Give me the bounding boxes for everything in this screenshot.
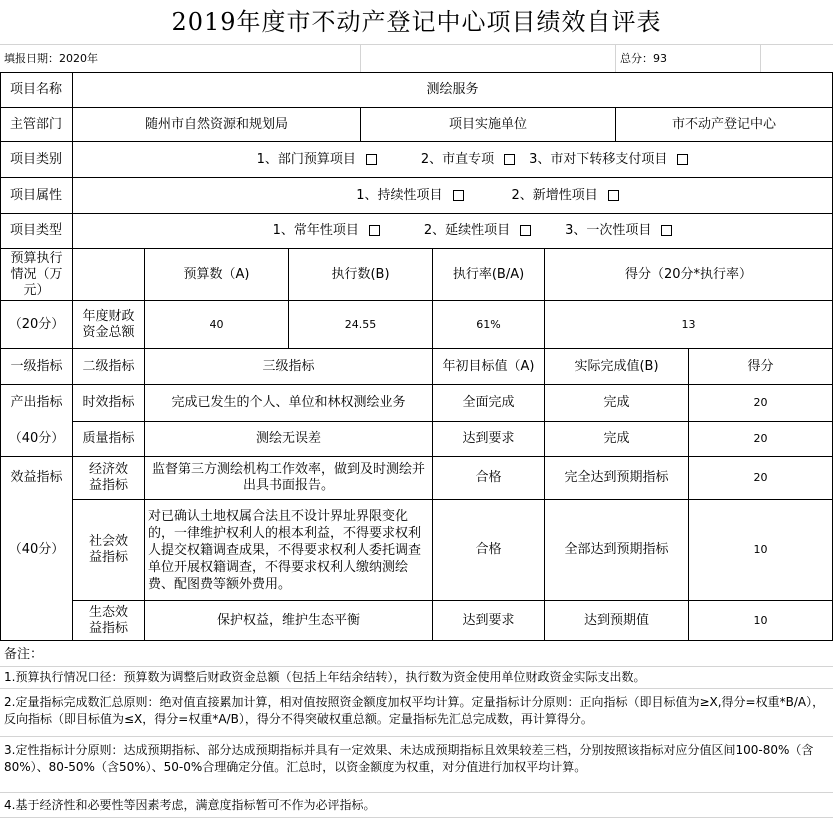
indicator-row-3-level3: 监督第三方测绘机构工作效率，做到及时测绘并出具书面报告。 bbox=[151, 462, 425, 493]
level2-header: 二级指标 bbox=[82, 358, 135, 374]
indicator-row-1-level3: 完成已发生的个人、单位和林权测绘业务 bbox=[171, 395, 406, 410]
checkbox[interactable] bbox=[366, 154, 377, 165]
score-header: 得分 bbox=[747, 358, 774, 374]
budget-score-header: 得分（20分*执行率） bbox=[624, 266, 753, 282]
checkbox[interactable] bbox=[661, 225, 672, 236]
indicator-row-3-score: 20 bbox=[753, 471, 768, 484]
project-name-label: 项目名称 bbox=[9, 82, 62, 97]
note-2: 2.定量指标完成数汇总原则：绝对值直接累加计算，相对值按照资金额度加权平均计算。定量指标计分原则：正向指标（即目标值为≥X,得分=权重*B/A），反向指标（即目标值为≤X，得分=权重*A/B），得分不得突破权重总额。定量指标先汇总完成数，再计算得分。 bbox=[4, 695, 825, 726]
actual-header: 实际完成值(B) bbox=[574, 358, 659, 374]
indicator-row-1-actual: 完成 bbox=[603, 395, 630, 410]
indicator-row-1-level2: 时效指标 bbox=[82, 395, 135, 410]
indicator-row-5-actual: 达到预期值 bbox=[583, 612, 649, 628]
dept-value: 随州市自然资源和规划局 bbox=[144, 116, 288, 132]
funds-label: 年度财政资金总额 bbox=[82, 308, 135, 340]
attribute-label: 项目属性 bbox=[9, 187, 62, 203]
note-4: 4.基于经济性和必要性等因素考虑，满意度指标暂可不作为必评指标。 bbox=[4, 798, 376, 812]
page-title: 2019年度市不动产登记中心项目绩效自评表 bbox=[171, 8, 662, 36]
total-score: 总分：93 bbox=[620, 51, 667, 65]
attribute-option-2: 2、新增性项目 bbox=[512, 188, 619, 204]
indicator-row-3-level2: 经济效益指标 bbox=[88, 462, 128, 493]
level1-header: 一级指标 bbox=[10, 358, 63, 374]
exec-value: 24.55 bbox=[344, 317, 377, 331]
indicator-row-5-target: 达到要求 bbox=[462, 612, 515, 628]
indicator-row-1-target: 全面完成 bbox=[462, 395, 515, 410]
checkbox[interactable] bbox=[504, 154, 515, 165]
category-option-1: 1、部门预算项目 bbox=[257, 152, 377, 168]
project-name: 测绘服务 bbox=[426, 82, 479, 97]
budget-label: 预算执行情况（万元） bbox=[10, 250, 63, 298]
type-option-1: 1、常年性项目 bbox=[273, 223, 380, 239]
indicator-row-1-score: 20 bbox=[753, 396, 768, 409]
indicator-row-5-level2: 生态效益指标 bbox=[88, 604, 128, 636]
impl-label: 项目实施单位 bbox=[448, 116, 527, 132]
indicator-row-3-actual: 完全达到预期指标 bbox=[564, 470, 669, 485]
category-option-2: 2、市直专项 bbox=[421, 152, 515, 168]
impl-value: 市不动产登记中心 bbox=[671, 116, 776, 132]
type-options bbox=[73, 214, 832, 248]
notes-heading: 备注： bbox=[4, 647, 44, 662]
rate-value: 61% bbox=[476, 317, 501, 331]
type-option-3: 3、一次性项目 bbox=[565, 223, 672, 239]
checkbox[interactable] bbox=[608, 190, 619, 201]
dept-label: 主管部门 bbox=[9, 116, 62, 132]
category-options bbox=[73, 142, 832, 177]
budget-weight: （20分） bbox=[8, 316, 65, 332]
indicator-row-4-actual: 全部达到预期指标 bbox=[564, 542, 669, 557]
indicator-row-5-level3: 保护权益，维护生态平衡 bbox=[216, 612, 360, 628]
attribute-options bbox=[73, 178, 832, 213]
checkbox[interactable] bbox=[453, 190, 464, 201]
attribute-option-1: 1、持续性项目 bbox=[356, 188, 463, 204]
indicator-row-2-score: 20 bbox=[753, 432, 768, 445]
category-label: 项目类别 bbox=[9, 151, 62, 167]
indicator-row-4-target: 合格 bbox=[475, 542, 502, 557]
rate-header: 执行率(B/A) bbox=[452, 266, 525, 282]
exec-header: 执行数(B) bbox=[331, 266, 390, 282]
target-header: 年初目标值（A) bbox=[442, 358, 535, 374]
note-3: 3.定性指标计分原则：达成预期指标、部分达成预期指标并具有一定效果、未达成预期指标且效果较差三档，分别按照该指标对应分值区间100-80%（含80%）、80-50%（含50%）、50-0%合理确定分值。汇总时，以资金额度为权重，对分值进行加权平均计算。 bbox=[4, 743, 814, 774]
budget-score-value: 13 bbox=[681, 317, 696, 331]
indicator-row-4-level3: 对已确认土地权属合法且不设计界址界限变化的，一律维护权利人的根本利益，不得要求权利人提交权籍调查成果，不得要求权利人委托调查单位开展权籍调查，不得要求权利人缴纳测绘费、配图费等额外费用。 bbox=[148, 508, 422, 592]
indicator-row-3-target: 合格 bbox=[475, 470, 502, 485]
type-label: 项目类型 bbox=[9, 223, 62, 238]
checkbox[interactable] bbox=[520, 225, 531, 236]
indicator-row-2-level3: 测绘无误差 bbox=[255, 431, 321, 446]
output-indicator-label: 产出指标 bbox=[10, 395, 63, 410]
indicator-row-4-level2: 社会效益指标 bbox=[88, 534, 128, 565]
output-weight: （40分） bbox=[8, 431, 65, 446]
type-option-2: 2、延续性项目 bbox=[424, 223, 531, 239]
indicator-row-4-score: 10 bbox=[753, 543, 768, 556]
category-option-3: 3、市对下转移支付项目 bbox=[529, 152, 688, 168]
benefit-weight: （40分） bbox=[8, 542, 65, 557]
indicator-row-5-score: 10 bbox=[753, 613, 768, 627]
checkbox[interactable] bbox=[677, 154, 688, 165]
budget-header: 预算数（A) bbox=[183, 266, 250, 282]
indicator-row-2-target: 达到要求 bbox=[462, 431, 515, 446]
indicator-row-2-level2: 质量指标 bbox=[82, 431, 135, 446]
level3-header: 三级指标 bbox=[262, 358, 315, 374]
benefit-indicator-label: 效益指标 bbox=[10, 470, 63, 485]
note-1: 1.预算执行情况口径：预算数为调整后财政资金总额（包括上年结余结转），执行数为资金使用单位财政资金实际支出数。 bbox=[4, 670, 646, 684]
budget-value: 40 bbox=[209, 317, 224, 331]
indicator-row-2-actual: 完成 bbox=[603, 431, 630, 446]
checkbox[interactable] bbox=[369, 225, 380, 236]
fill-date: 填报日期：2020年 bbox=[4, 51, 98, 65]
